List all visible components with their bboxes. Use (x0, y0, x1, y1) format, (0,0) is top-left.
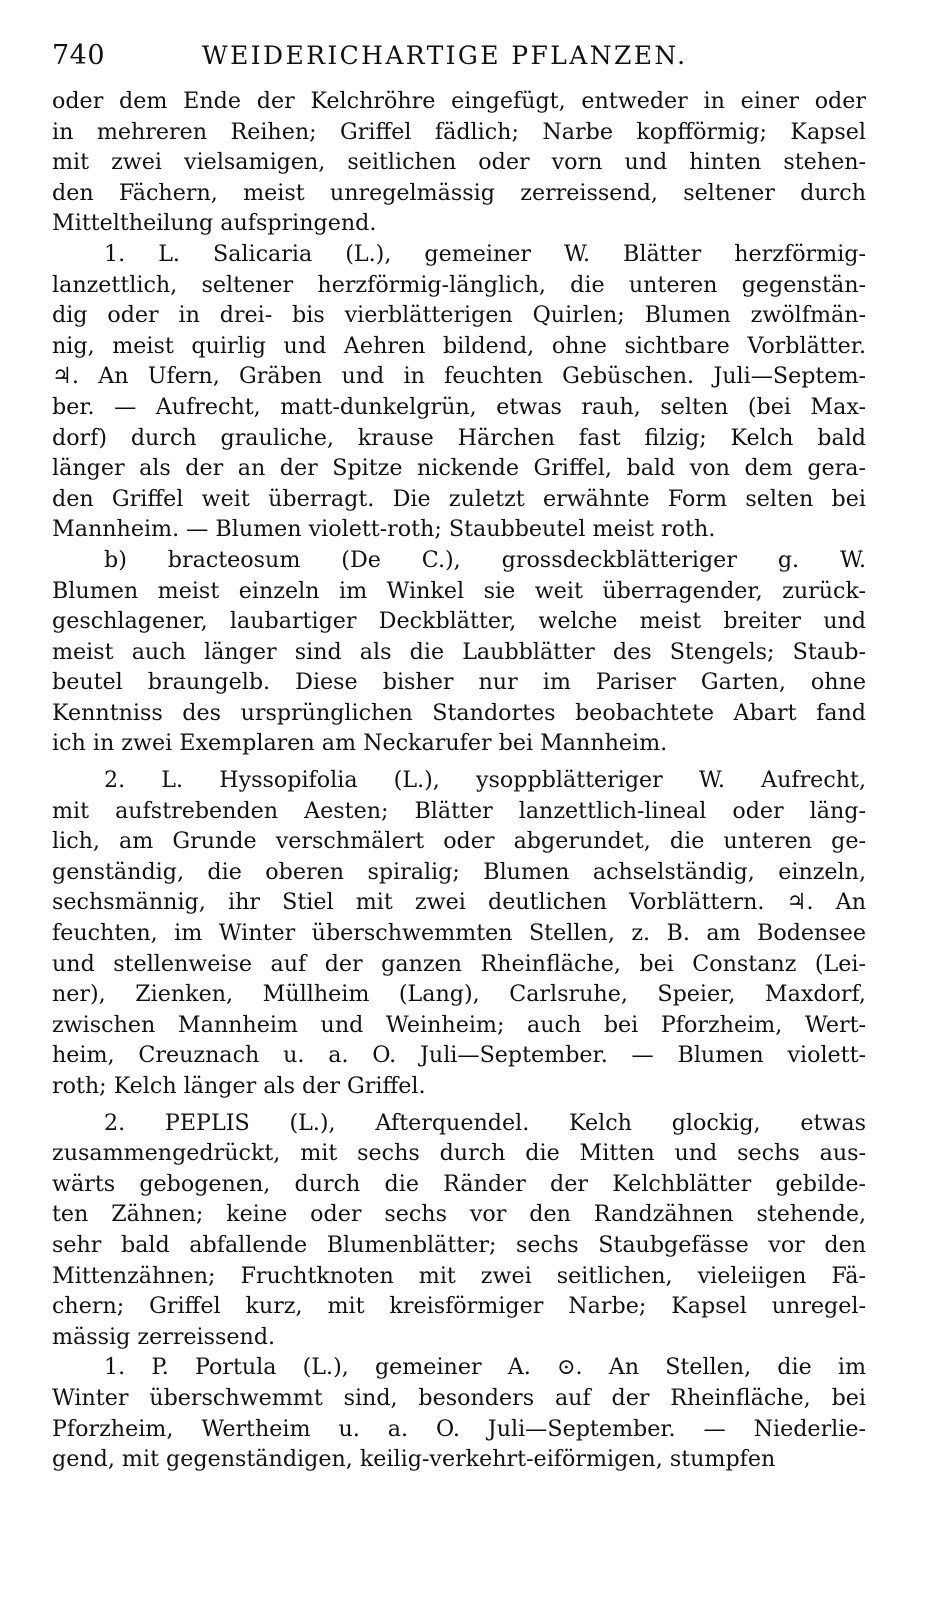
text-line: 2. PEPLIS (L.), Afterquendel. Kelch glockig, etwas (104, 1109, 866, 1136)
paragraph (52, 86, 866, 239)
paragraph (52, 239, 866, 545)
text-line: ich in zwei Exemplaren am Neckarufer bei Mannheim. (52, 730, 668, 757)
text-line: feuchten, im Winter überschwemmten Stellen, z. B. am Bodensee (52, 920, 866, 947)
text-line: dig oder in drei- bis vierblätterigen Quirlen; Blumen zwölfmän- (52, 302, 866, 329)
book-page (52, 40, 866, 1475)
text-line: sehr bald abfallende Blumenblätter; sechs Staubgefässe vor den (52, 1231, 866, 1258)
text-line: Mitteltheilung aufspringend. (52, 210, 377, 237)
text-line: mässig zerreissend. (52, 1323, 276, 1350)
text-line: 2. L. Hyssopifolia (L.), ysoppblätteriger W. Aufrecht, (104, 767, 866, 794)
text-line: geschlagener, laubartiger Deckblätter, welche meist breiter und (52, 608, 866, 635)
text-line: Blumen meist einzeln im Winkel sie weit überragender, zurück- (52, 577, 866, 604)
text-line: den Fächern, meist unregelmässig zerreissend, seltener durch (52, 179, 866, 206)
paragraph (52, 1108, 866, 1353)
text-line: Pforzheim, Wertheim u. a. O. Juli—September. — Niederlie- (52, 1415, 866, 1442)
text-line: Mannheim. — Blumen violett-roth; Staubbeutel meist roth. (52, 516, 716, 543)
text-line: mit zwei vielsamigen, seitlichen oder vorn und hinten stehen- (52, 149, 866, 176)
text-line: Winter überschwemmt sind, besonders auf der Rheinfläche, bei (52, 1384, 866, 1411)
text-line: ner), Zienken, Müllheim (Lang), Carlsruhe, Speier, Maxdorf, (52, 981, 866, 1008)
page-header (52, 40, 866, 86)
text-line: wärts gebogenen, durch die Ränder der Kelchblätter gebilde- (52, 1170, 866, 1197)
text-line: den Griffel weit überragt. Die zuletzt erwähnte Form selten bei (52, 485, 866, 512)
text-line: meist auch länger sind als die Laubblätter des Stengels; Staub- (52, 638, 866, 665)
text-line: oder dem Ende der Kelchröhre eingefügt, entweder in einer oder (52, 88, 866, 114)
text-line: ten Zähnen; keine oder sechs vor den Randzähnen stehende, (52, 1201, 866, 1228)
text-line: Mittenzähnen; Fruchtknoten mit zwei seitlichen, vieleiigen Fä- (52, 1262, 866, 1289)
paragraph (52, 765, 866, 1102)
text-line: Kenntniss des ursprünglichen Standortes beobachtete Abart fand (52, 699, 866, 726)
text-line: lich, am Grunde verschmälert oder abgerundet, die unteren ge- (52, 828, 866, 855)
text-line: nig, meist quirlig und Aehren bildend, ohne sichtbare Vorblätter. (52, 332, 866, 359)
text-line: ♃. An Ufern, Gräben und in feuchten Gebüschen. Juli—Septem- (52, 363, 866, 390)
text-line: dorf) durch grauliche, krause Härchen fast filzig; Kelch bald (52, 424, 866, 451)
text-line: b) bracteosum (De C.), grossdeckblätteriger g. W. (104, 546, 866, 573)
body-text (52, 86, 866, 1475)
text-line: genständig, die oberen spiralig; Blumen achselständig, einzeln, (52, 858, 866, 885)
text-line: ber. — Aufrecht, matt-dunkelgrün, etwas rauh, selten (bei Max- (52, 393, 866, 420)
text-line: 1. P. Portula (L.), gemeiner A. ⊙. An Stellen, die im (104, 1354, 866, 1381)
text-line: zusammengedrückt, mit sechs durch die Mitten und sechs aus- (52, 1140, 866, 1167)
text-line: gend, mit gegenständigen, keilig-verkehrt-eiförmigen, stumpfen (52, 1446, 776, 1473)
text-line: chern; Griffel kurz, mit kreisförmiger Narbe; Kapsel unregel- (52, 1293, 866, 1320)
paragraph (52, 545, 866, 759)
text-line: länger als der an der Spitze nickende Griffel, bald von dem gera- (52, 455, 866, 482)
text-line: sechsmännig, ihr Stiel mit zwei deutlichen Vorblättern. ♃. An (52, 889, 866, 916)
text-line: beutel braungelb. Diese bisher nur im Pariser Garten, ohne (52, 669, 866, 696)
text-line: heim, Creuznach u. a. O. Juli—September. — Blumen violett- (52, 1042, 866, 1069)
text-line: und stellenweise auf der ganzen Rheinfläche, bei Constanz (Lei- (52, 950, 866, 977)
text-line: in mehreren Reihen; Griffel fädlich; Narbe kopfförmig; Kapsel (52, 118, 866, 145)
text-line: lanzettlich, seltener herzförmig-länglich, die unteren gegenstän- (52, 271, 866, 298)
paragraph (52, 1352, 866, 1474)
text-line: 1. L. Salicaria (L.), gemeiner W. Blätter herzförmig- (104, 240, 866, 267)
text-line: zwischen Mannheim und Weinheim; auch bei Pforzheim, Wert- (52, 1011, 866, 1038)
text-line: mit aufstrebenden Aesten; Blätter lanzettlich-lineal oder läng- (52, 797, 866, 824)
text-line: roth; Kelch länger als der Griffel. (52, 1073, 426, 1099)
page-number: 740 (52, 40, 106, 71)
running-title: WEIDERICHARTIGE PFLANZEN. (202, 41, 688, 70)
